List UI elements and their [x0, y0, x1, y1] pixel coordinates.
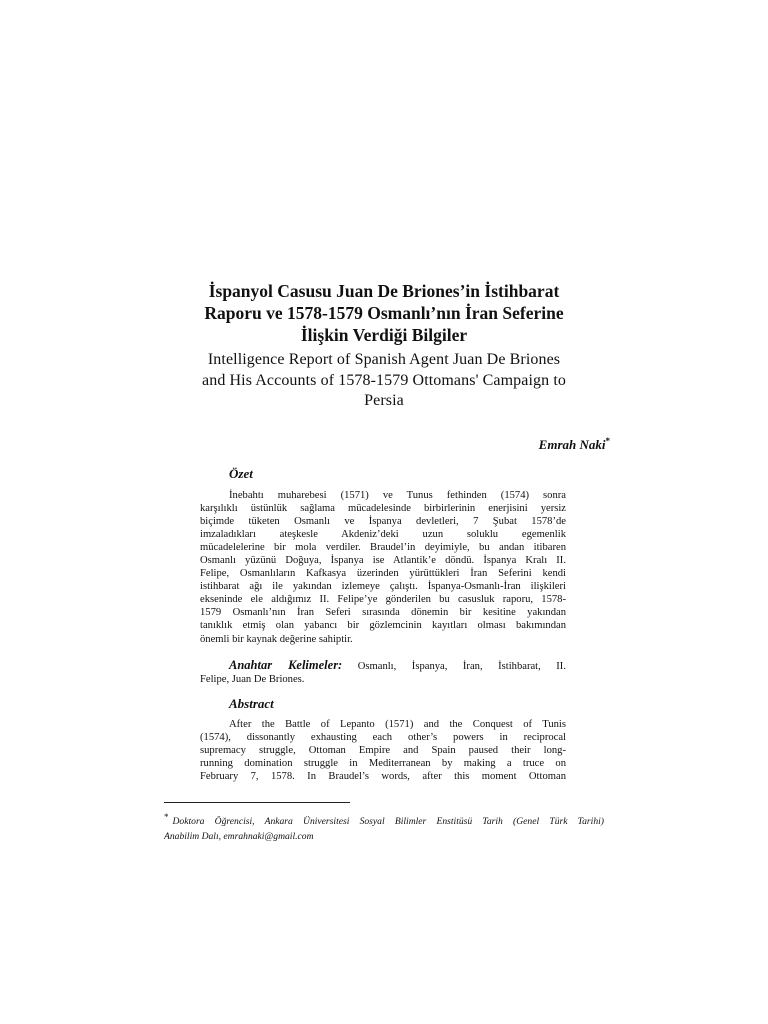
english-title-line: and His Accounts of 1578-1579 Ottomans' Campaign to — [202, 371, 566, 389]
paragraph-line: tanıklık etmiş olan yabancı bir gözlemcinin kayıtları olması bakımından — [200, 620, 566, 632]
keywords-text: Osmanlı, İspanya, İran, İstihbarat, II. — [342, 661, 566, 672]
turkish-title-line: Raporu ve 1578-1579 Osmanlı’nın İran Seferine — [204, 303, 564, 323]
paragraph-line: biçimde tüketen Osmanlı ve İspanya devletleri, 7 Şubat 1578’de — [200, 516, 566, 528]
paragraph-line: karşılıklı üstünlük sağlama mücadelesinde birbirlerinin enerjisini yersiz — [200, 503, 566, 515]
ozet-paragraph — [200, 489, 566, 646]
paragraph-line: running domination struggle in Mediterranean by making a truce on — [200, 758, 566, 770]
keywords-line-2: Felipe, Juan De Briones. — [200, 674, 305, 686]
footnote-mark: * — [164, 812, 169, 822]
author-name — [539, 436, 610, 453]
paragraph-line: (1574), dissonantly exhausting each other’s powers in reciprocal — [200, 732, 566, 744]
keywords-line — [200, 659, 566, 673]
paragraph-line: Osmanlı yüzünü Doğuya, İspanya ise Atlantik’e döndü. İspanya Kralı II. — [200, 555, 566, 567]
author-footnote-mark: * — [605, 436, 610, 446]
english-title-line: Persia — [364, 392, 404, 409]
footnote-line — [164, 810, 604, 829]
paragraph-line: önemli bir kaynak değerine sahiptir. — [200, 633, 353, 645]
footnote-divider — [164, 802, 350, 803]
turkish-title — [150, 280, 618, 346]
paragraph-line: Felipe, Osmanlıların Kafkasya üzerinden yürüttükleri İran Seferini kendi — [200, 568, 566, 580]
paragraph-line: After the Battle of Lepanto (1571) and the Conquest of Tunis — [229, 719, 566, 730]
keywords-block — [200, 659, 566, 686]
paragraph-line: ekseninde ele aldığımız II. Felipe’ye gönderilen bu casusluk raporu, 1578- — [200, 594, 566, 606]
footnote-line-2: Anabilim Dalı, emrahnaki@gmail.com — [164, 831, 314, 842]
paragraph-line: İnebahtı muharebesi (1571) ve Tunus fethinden (1574) sonra — [229, 490, 566, 501]
paragraph-line: February 7, 1578. In Braudel’s words, after this moment Ottoman — [200, 771, 566, 783]
english-title — [150, 350, 618, 412]
paragraph-line: 1579 Osmanlı’nın İran Seferi sırasında dönemin bir kesitine yakından — [200, 607, 566, 619]
turkish-title-line: İlişkin Verdiği Bilgiler — [300, 325, 468, 345]
paragraph-line: imzaladıkları ateşkesle Akdeniz’deki uzun soluklu egemenlik — [200, 529, 566, 541]
author-name-text: Emrah Naki — [538, 437, 606, 452]
paragraph-line: istihbarat ağı ile yakından izlemeye çalıştı. İspanya-Osmanlı-İran ilişkileri — [200, 581, 566, 593]
english-title-line: Intelligence Report of Spanish Agent Juan De Briones — [207, 351, 561, 368]
keywords-label: Anahtar Kelimeler: — [229, 659, 343, 672]
footnote — [164, 810, 604, 844]
abstract-paragraph — [200, 718, 566, 783]
turkish-title-line: İspanyol Casusu Juan De Briones’in İstihbarat — [208, 281, 560, 301]
abstract-heading: Abstract — [229, 696, 274, 711]
ozet-heading: Özet — [229, 466, 253, 481]
footnote-text: Doktora Öğrencisi, Ankara Üniversitesi Sosyal Bilimler Enstitüsü Tarih (Genel Türk Tarihi) — [172, 816, 604, 827]
paragraph-line: mücadelelerine bir mola verdiler. Braudel’in deyimiyle, bu andan itibaren — [200, 542, 566, 554]
paragraph-line: supremacy struggle, Ottoman Empire and Spain paused their long- — [200, 745, 566, 757]
